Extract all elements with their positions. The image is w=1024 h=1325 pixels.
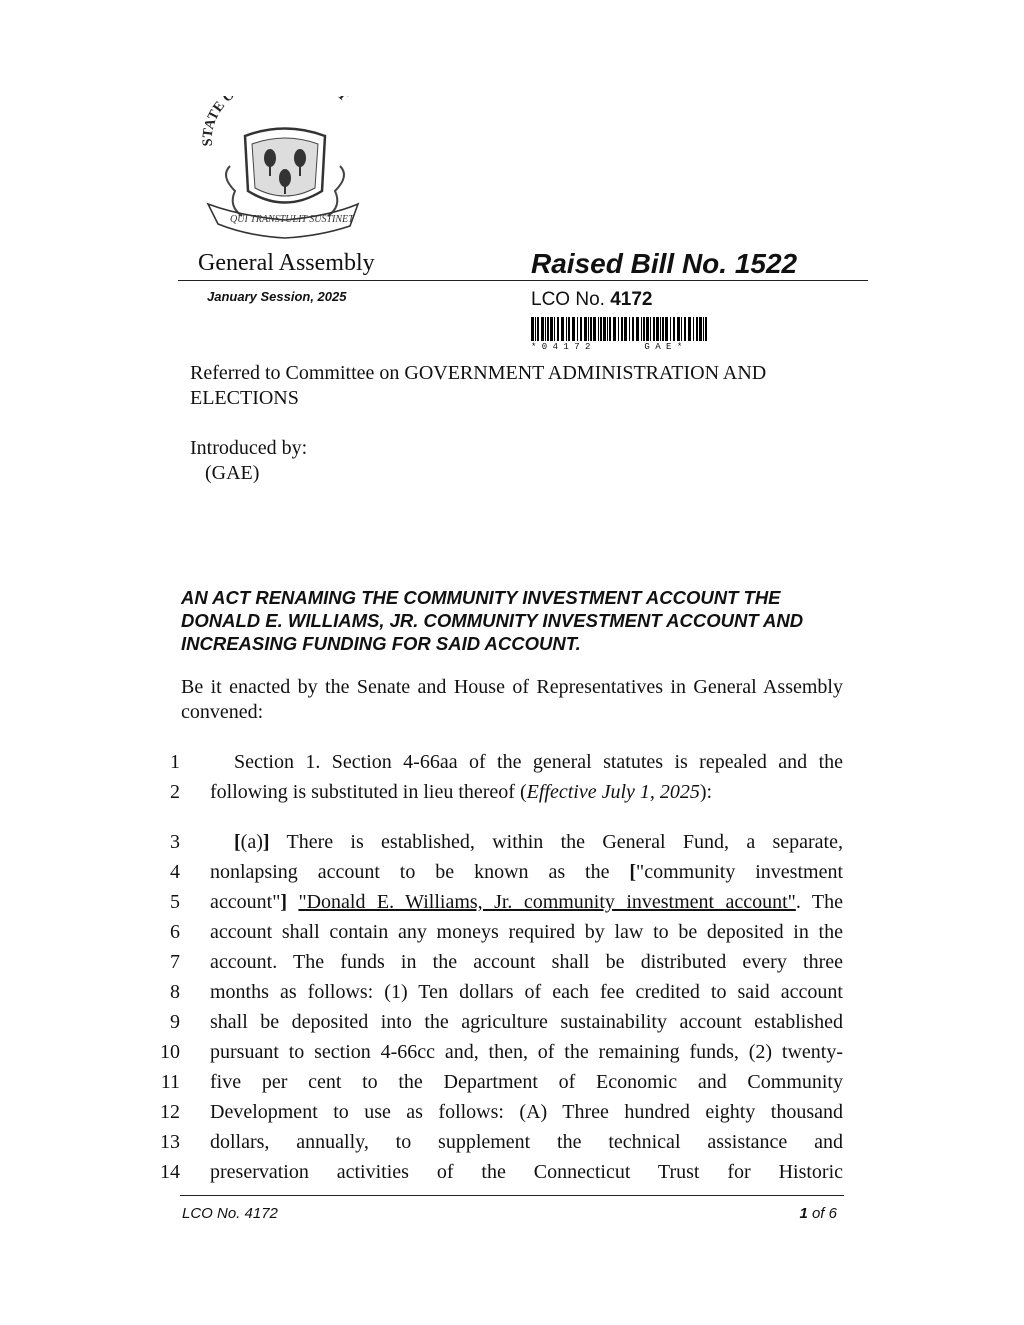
barcode-bar <box>535 317 536 341</box>
bill-line: account shall contain any moneys required by law to be deposited in the <box>210 921 843 943</box>
barcode-bar <box>580 317 582 341</box>
seal-motto: QUI TRANSTULIT SUSTINET <box>230 214 354 225</box>
line-text: nonlapsing account to be known as the <box>210 861 630 883</box>
committee-referral: Referred to Committee on GOVERNMENT ADMINISTRATION AND ELECTIONS <box>190 362 767 409</box>
bill-line: months as follows: (1) Ten dollars of each fee credited to said account <box>210 981 843 1003</box>
effective-date: Effective July 1, 2025 <box>526 781 700 803</box>
line-number: 14 <box>160 1161 180 1183</box>
barcode-bar <box>681 317 682 341</box>
page-number: 1 <box>799 1205 808 1222</box>
introduced-label: Introduced by: <box>190 437 308 459</box>
bill-line: pursuant to section 4-66cc and, then, of the remaining funds, (2) twenty- <box>210 1041 843 1063</box>
barcode-bar <box>590 317 592 341</box>
barcode-text: * 0 4 1 7 2 G A E * <box>531 342 683 352</box>
bill-line <box>234 830 843 855</box>
barcode-bar <box>662 317 664 341</box>
line-number: 1 <box>170 751 180 773</box>
bill-title: AN ACT RENAMING THE COMMUNITY INVESTMENT ACCOUNT THE DONALD E. WILLIAMS, JR. COMMUNITY INVESTMENT ACCOUNT AND INCREASING FUNDING FOR SAID ACCOUNT. <box>181 587 804 654</box>
barcode-bar <box>588 317 589 341</box>
barcode-bar <box>568 317 570 341</box>
barcode-bar <box>566 317 567 341</box>
deletion-bracket: [ <box>234 831 241 853</box>
inserted-text: "Donald E. Williams, Jr. community investment account" <box>298 891 796 913</box>
barcode-bar <box>572 317 575 341</box>
bill-line: preservation activities of the Connecticut Trust for Historic <box>210 1161 843 1183</box>
barcode-bar <box>618 317 619 341</box>
bill-line <box>210 860 843 885</box>
barcode-bar <box>584 317 587 341</box>
bill-number: Raised Bill No. 1522 <box>531 248 798 279</box>
state-seal <box>200 96 370 246</box>
barcode-bar <box>677 317 680 341</box>
barcode-bar <box>665 317 668 341</box>
line-text <box>287 891 298 913</box>
bill-line: Section 1. Section 4-66aa of the general statutes is repealed and the <box>234 751 843 773</box>
barcode-bar <box>643 317 645 341</box>
line-number: 6 <box>170 921 180 943</box>
line-number: 3 <box>170 831 180 853</box>
barcode-bar <box>598 317 599 341</box>
barcode-bar <box>545 317 546 341</box>
general-assembly: General Assembly <box>198 250 375 276</box>
header-rule <box>178 280 868 281</box>
bill-line: five per cent to the Department of Economic and Community <box>210 1071 843 1093</box>
line-number: 13 <box>160 1131 180 1153</box>
deletion-bracket: [ <box>629 861 637 883</box>
barcode-bar <box>646 317 649 341</box>
introduced-by: (GAE) <box>205 462 260 484</box>
seal-text: STATE O <box>200 96 239 147</box>
barcode-bar <box>613 317 616 341</box>
deleted-text: account" <box>210 891 281 913</box>
deletion-bracket: ] <box>280 891 288 913</box>
barcode-bar <box>609 317 611 341</box>
barcode-bar <box>693 317 694 341</box>
barcode-bar <box>624 317 627 341</box>
line-number: 4 <box>170 861 180 883</box>
barcode-bar <box>650 317 651 341</box>
barcode-bar <box>561 317 564 341</box>
bill-line: shall be deposited into the agriculture sustainability account established <box>210 1011 843 1033</box>
bill-line <box>210 890 843 915</box>
bill-line <box>210 780 843 805</box>
line-text: . The <box>795 891 843 913</box>
line-number: 7 <box>170 951 180 973</box>
barcode-bar <box>636 317 639 341</box>
line-number: 2 <box>170 781 180 803</box>
line-text: ): <box>699 781 713 803</box>
line-text: following is substituted in lieu thereof ( <box>210 781 527 803</box>
lco-label: LCO No. <box>531 289 605 310</box>
deleted-text: "community investment <box>636 861 843 883</box>
footer-lco: LCO No. 4172 <box>182 1205 278 1222</box>
barcode-bar <box>673 317 675 341</box>
barcode-bar <box>577 317 578 341</box>
barcode-bar <box>621 317 623 341</box>
barcode-bar <box>600 317 602 341</box>
enacting-clause: Be it enacted by the Senate and House of Representatives in General Assembly convened: <box>181 676 843 723</box>
barcode-bar <box>653 317 655 341</box>
line-number: 5 <box>170 891 180 913</box>
barcode-bar <box>641 317 642 341</box>
barcode-bar <box>670 317 671 341</box>
barcode-bar <box>696 317 698 341</box>
barcode-bar <box>603 317 606 341</box>
deleted-text: (a) <box>240 831 263 853</box>
line-number: 9 <box>170 1011 180 1033</box>
barcode-bar <box>656 317 659 341</box>
line-number: 8 <box>170 981 180 1003</box>
barcode-bar <box>699 317 702 341</box>
barcode-bar <box>557 317 559 341</box>
barcode-bar <box>632 317 634 341</box>
line-text: There is established, within the General Fund, a separate, <box>269 831 843 853</box>
barcode-bar <box>531 317 534 341</box>
barcode-bar <box>684 317 686 341</box>
line-number: 11 <box>160 1071 180 1093</box>
lco-value: 4172 <box>610 289 653 310</box>
barcode-bar <box>705 317 707 341</box>
barcode-bar <box>547 317 549 341</box>
barcode-bar <box>660 317 661 341</box>
barcode-bar <box>537 317 539 341</box>
barcode-bar <box>607 317 608 341</box>
bill-line: dollars, annually, to supplement the technical assistance and <box>210 1131 843 1153</box>
footer-rule <box>180 1195 844 1196</box>
lco-number <box>531 289 652 311</box>
line-number: 12 <box>160 1101 180 1123</box>
page-indicator <box>700 1205 837 1222</box>
line-number: 10 <box>160 1041 180 1063</box>
barcode-bar <box>550 317 553 341</box>
bill-line: Development to use as follows: (A) Three hundred eighty thousand <box>210 1101 843 1123</box>
barcode-bar <box>593 317 596 341</box>
barcode-bar <box>541 317 544 341</box>
barcode-bar <box>554 317 555 341</box>
barcode-bar <box>703 317 704 341</box>
bill-line: account. The funds in the account shall be distributed every three <box>210 951 843 973</box>
barcode <box>531 317 711 341</box>
barcode-bar <box>629 317 630 341</box>
barcode-bar <box>688 317 691 341</box>
session: January Session, 2025 <box>207 289 347 304</box>
page-total: of 6 <box>811 1205 837 1222</box>
deletion-bracket: ] <box>262 831 270 853</box>
